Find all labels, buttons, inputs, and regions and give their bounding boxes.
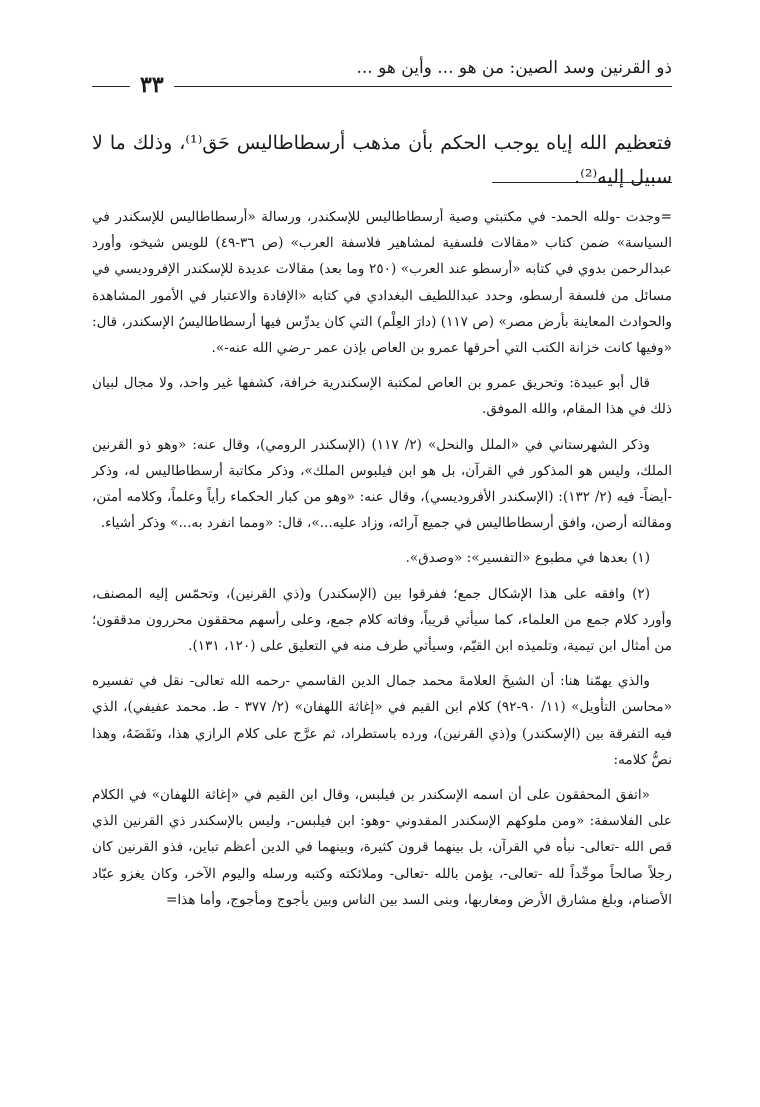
footnote-paragraph: «اتفق المحققون على أن اسمه الإسكندر بن فيلبس، وقال ابن القيم في «إغاثة اللهفان» في الكلام على الفلاسفة: «ومن ملوكهم الإسكندر المقدوني -وهو: ابن فيلبس-، وليس بالإسكندر ذي القرنين الذي قص الله -تعالى- نبأه في القرآن، بل بينهما قرون كثيرة، وبينهما في الدين أعظم تباين، فذو القرنين كان رجلاً صالحاً موحِّداً لله -تعالى-، يؤمن بالله -تعالى- وملائكته وكتبه ورسله واليوم الآخر، وكان يغزو عبّاد الأصنام، وبلغ مشارق الأرض ومغاربها، وبنى السد بين الناس وبين يأجوج ومأجوج، وأما هذا=: [92, 787, 672, 908]
footnote-paragraph: =وجدت -ولله الحمد- في مكتبتي وصية أرسطاطاليس للإسكندر، ورسالة «أرسطاطاليس للإسكندر في السياسة» ضمن كتاب «مقالات فلسفية لمشاهير فلاسفة العرب» (ص ٣٦-٤٩) للويس شيخو، وأورد عبدالرحمن بدوي في كتابه «أرسطو عند العرب» (٢٥٠ وما بعد) مقالات عديدة للإسكندر الإفروديسي في مسائل من فلسفة أرسطو، وحدد عبداللطيف البغدادي في كتابه «الإفادة والاعتبار في الأمور المشاهدة والحوادث المعاينة بأرض مصر» (ص ١١٧) (دارَ العِلْم) التي كان يدرِّس فيها أرسطاطاليسُ الإسكندر، قال: «وفيها كانت خزانة الكتب التي أحرقها عمرو بن العاص بإذن عمر -رضي الله عنه-».: [92, 209, 673, 357]
page-number: ٣٣: [130, 72, 174, 98]
footnote-paragraph: والذي يهمّنا هنا: أن الشيخَ العلامةَ محمد جمال الدين القاسمي -رحمه الله تعالى- نقل في تفسيره «محاسن التأويل» (١١/ ٩٠-٩٢) كلام ابن القيم في «إغاثة اللهفان» (٢/ ٣٧٧ - ط. محمد عفيفي)، الذي فيه التفرقة بين (الإسكندر) و(ذي القرنين)، ورده باستطراد، ثم عرَّج على كلام الرازي هذا، ونَقَضَهُ، وهذا نصُّ كلامه:: [92, 673, 673, 768]
footnote-paragraph: قال أبو عبيدة: وتحريق عمرو بن العاص لمكتبة الإسكندرية خرافة، كشفها غير واحد، ولا مجال لبيان ذلك في هذا المقام، والله الموفق.: [92, 375, 672, 418]
footnotes: [92, 204, 672, 922]
footnote-1: (١) بعدها في مطبوع «التفسير»: «وصدق».: [405, 550, 650, 567]
header-rule: [92, 86, 672, 87]
footnote-2: (٢) وافقه على هذا الإشكال جمع؛ ففرقوا بين (الإسكندر) و(ذي القرنين)، وتحمّس إليه المصنف، وأورد كلام جمع من العلماء، كما سيأتي قريباً، وفاته كلام جمع، وعلى رأسهم محققون محررون مدققون؛ من أمثال ابن تيمية، وتلميذه ابن القيّم، وسيأتي طرف منه في التعليق على (١٢٠، ١٣١).: [92, 585, 672, 655]
footnote-separator: [492, 182, 672, 183]
main-text: فتعظيم الله إياه يوجب الحكم بأن مذهب أرسطاطاليس حَق⁽¹⁾، وذلك ما لا سبيل إليه⁽²⁾.: [92, 132, 672, 188]
running-header-title: ذو القرنين وسد الصين: من هو ... وأين هو ...: [356, 58, 672, 78]
running-header: [92, 58, 672, 102]
footnote-paragraph: وذكر الشهرستاني في «الملل والنحل» (٢/ ١١٧) (الإسكندر الرومي)، وقال عنه: «وهو ذو القرنين الملك، وليس هو المذكور في القرآن، بل هو ابن فيلبوس الملك»، وذكر مكاتبة أرسطاطاليس له، وذكر -أيضاً- فيه (٢/ ١٣٢): (الإسكندر الأفروديسي)، وقال عنه: «وهو من كبار الحكماء رأياً وعلماً، وكلامه أمتن، ومقالته أرصن، وافق أرسطاطاليس في جميع آرائه، وزاد عليه...»، قال: «ومما انفرد به...» وذكر أشياء.: [92, 436, 673, 532]
